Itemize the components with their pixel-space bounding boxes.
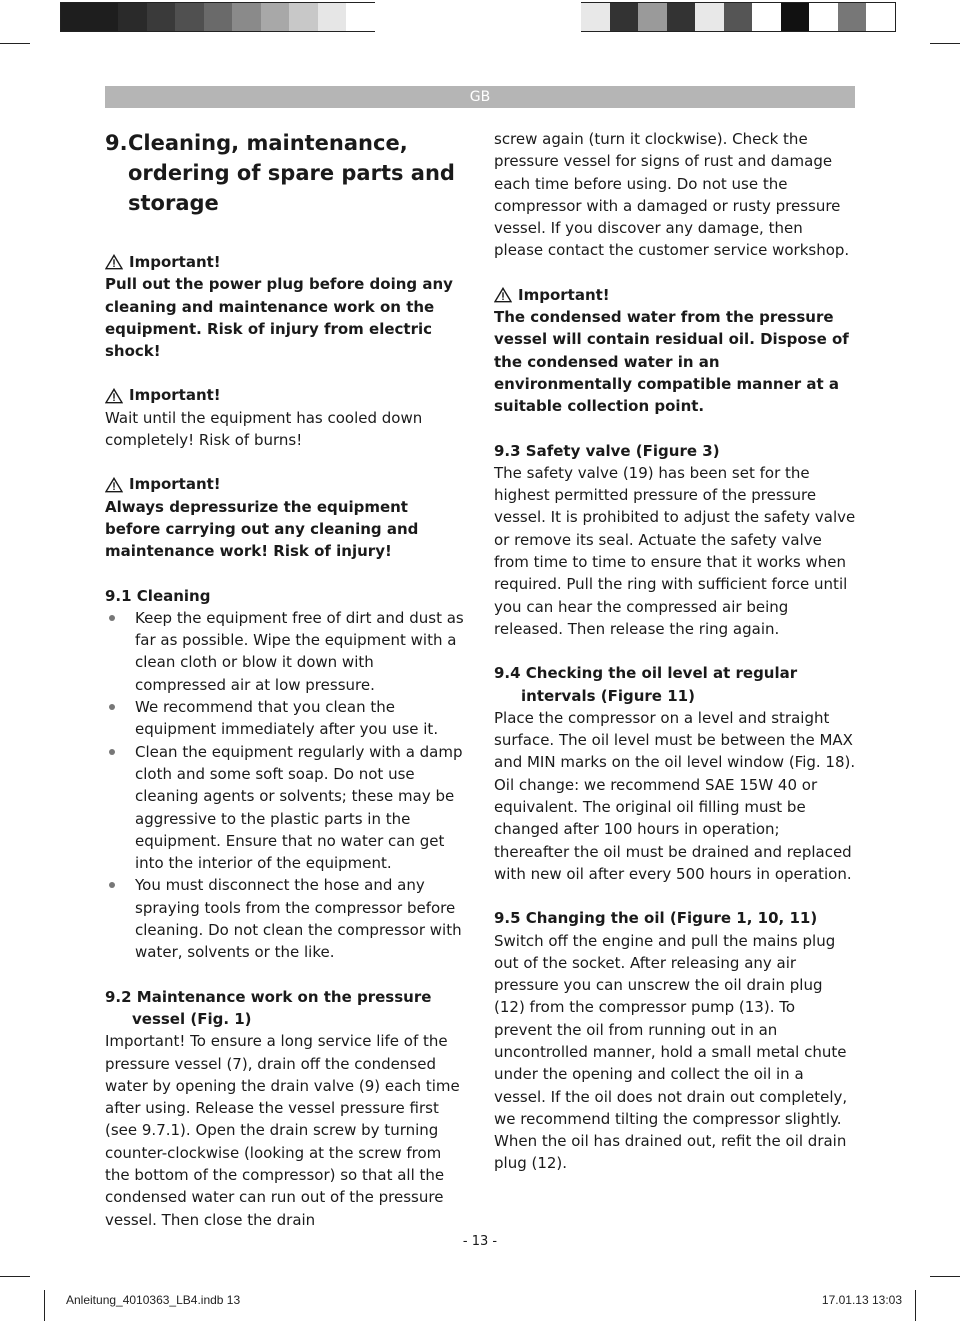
section-text-9-2-continued: screw again (turn it clockwise). Check the pressure vessel for signs of rust and damage each time before using. Do not use the compressor with a damaged or rusty pressure vessel. If you discover any damage, then please contact the customer service workshop. — [494, 130, 850, 260]
right-column — [494, 128, 856, 1175]
language-header-band — [105, 86, 855, 108]
section-heading-9-3: 9.3 Safety valve (Figure 3) — [494, 441, 720, 460]
warning-text: Wait until the equipment has cooled down completely! Risk of burns! — [105, 408, 423, 450]
warning-title: Important! — [129, 475, 221, 494]
bullet-icon — [109, 615, 115, 621]
list-item: We recommend that you clean the equipment immediately after you use it. — [105, 696, 467, 741]
page-number: - 13 - — [462, 1234, 498, 1249]
crop-mark — [915, 1290, 916, 1321]
warning-icon — [494, 287, 512, 303]
left-column — [105, 128, 467, 1231]
registration-bar-right — [581, 2, 896, 32]
crop-mark — [0, 1276, 30, 1277]
bullet-icon — [109, 749, 115, 755]
list-item: Clean the equipment regularly with a damp cloth and some soft soap. Do not use cleaning agents or solvents; these may be aggressive to the plastic parts in the equipment. Ensure that no water can get into the interior of the equipment. — [105, 741, 467, 875]
crop-mark — [930, 43, 960, 44]
warning-block-3 — [105, 473, 467, 562]
footer-file-name: Anleitung_4010363_LB4.indb 13 — [66, 1293, 241, 1307]
list-item: Keep the equipment free of dirt and dust as far as possible. Wipe the equipment with a clean cloth or blow it down with compressed air at low pressure. — [105, 607, 467, 696]
chapter-title: Cleaning, maintenance, ordering of spare parts and storage — [128, 131, 455, 215]
warning-text: The condensed water from the pressure vessel will contain residual oil. Dispose of the condensed water in an environmentally compatible manner at a suitable collection point. — [494, 308, 849, 416]
section-heading-9-5: 9.5 Changing the oil (Figure 1, 10, 11) — [494, 909, 818, 928]
warning-title: Important! — [129, 253, 221, 271]
crop-mark — [930, 1276, 960, 1277]
section-heading-9-4: 9.4 Checking the oil level at regular intervals (Figure 11) — [494, 664, 798, 705]
section-text-9-3: The safety valve (19) has been set for the highest permitted pressure of the pressure vessel. It is prohibited to adjust the safety valve or remove its seal. Actuate the safety valve from time to time to ensure that it works when required. Pull the ring with sufficient force until you can hear the compressed air being released. Then release the ring again. — [494, 463, 856, 638]
warning-title: Important! — [518, 285, 610, 304]
footer-date-time: 17.01.13 13:03 — [821, 1293, 902, 1307]
cleaning-bullet-list — [105, 607, 467, 964]
warning-title: Important! — [129, 386, 221, 405]
section-text-9-5: Switch off the engine and pull the mains plug out of the socket. After releasing any air pressure you can unscrew the oil drain plug (12) from the compressor pump (13). To prevent the oil from running out in an uncontrolled manner, hold a small metal chute under the opening and collect the oil in a vessel. If the oil does not drain out completely, we recommend tilting the compressor slightly. When the oil has drained out, refit the oil drain plug (12). — [494, 931, 848, 1173]
section-text-9-2: Important! To ensure a long service life of the pressure vessel (7), drain off the condensed water by opening the drain valve (9) each time after using. Release the vessel pressure first (see 9.7.1). Open the drain screw by turning counter-clockwise (looking at the screw from the bottom of the compressor) so that all the condensed water can run out of the pressure vessel. Then close the drain — [105, 1032, 460, 1229]
warning-text: Pull out the power plug before doing any cleaning and maintenance work on the equipment. Risk of injury from electric shock! — [105, 275, 453, 361]
bullet-icon — [109, 704, 115, 710]
warning-icon — [105, 254, 123, 270]
warning-icon — [105, 477, 123, 493]
bullet-icon — [109, 882, 115, 888]
chapter-heading — [105, 128, 467, 218]
warning-block-4 — [494, 284, 856, 418]
section-heading-9-2: 9.2 Maintenance work on the pressure vessel (Fig. 1) — [105, 987, 432, 1028]
warning-icon — [105, 388, 123, 404]
list-item: You must disconnect the hose and any spraying tools from the compressor before cleaning. Do not clean the compressor with water, solvents or the like. — [105, 874, 467, 963]
warning-block-1 — [105, 251, 467, 362]
crop-mark — [0, 43, 30, 44]
section-heading-9-1: 9.1 Cleaning — [105, 586, 211, 605]
registration-bar-left — [60, 2, 375, 32]
warning-text: Always depressurize the equipment before carrying out any cleaning and maintenance work! Risk of injury! — [105, 497, 419, 561]
language-code: GB — [469, 89, 491, 105]
crop-mark — [44, 1290, 45, 1321]
chapter-number: 9. — [105, 131, 128, 155]
section-text-9-4: Place the compressor on a level and straight surface. The oil level must be between the MAX and MIN marks on the oil level window (Fig. 18). Oil change: we recommend SAE 15W 40 or equivalent. The original oil filling must be changed after 100 hours in operation; thereafter the oil must be drained and replaced with new oil after every 500 hours in operation. — [494, 708, 856, 883]
warning-block-2 — [105, 384, 467, 451]
